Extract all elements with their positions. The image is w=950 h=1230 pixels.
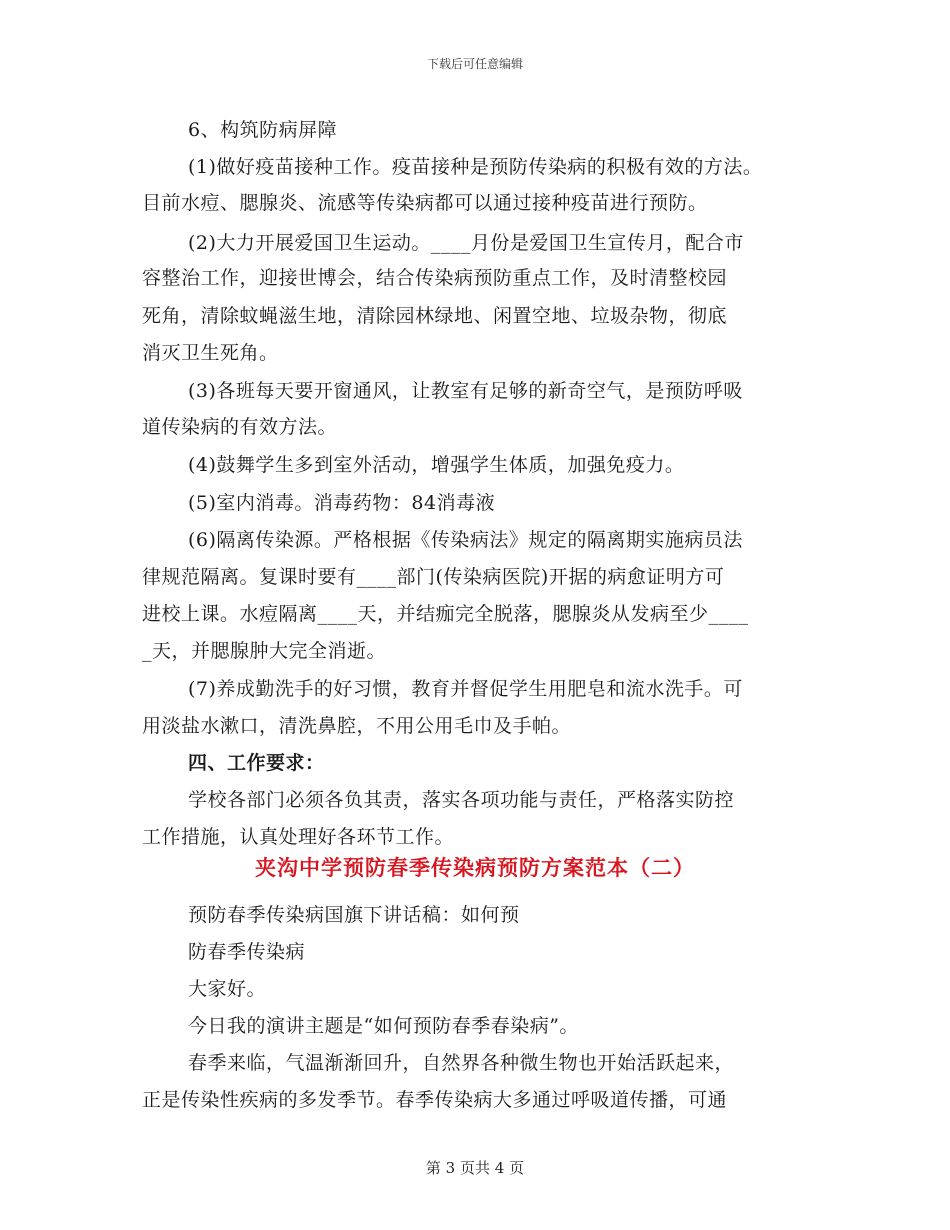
paragraph-line: _天，并腮腺肿大完全消逝。 xyxy=(142,640,387,662)
paragraph-line: (1)做好疫苗接种工作。疫苗接种是预防传染病的积极有效的方法。 xyxy=(188,156,763,178)
paragraph-line: (2)大力开展爱国卫生运动。____月份是爱国卫生宣传月，配合市 xyxy=(188,232,744,254)
paragraph-line: 目前水痘、腮腺炎、流感等传染病都可以通过接种疫苗进行预防。 xyxy=(142,192,708,214)
paragraph-line: 死角，清除蚊蝇滋生地，清除园林绿地、闲置空地、垃圾杂物，彻底 xyxy=(142,305,728,327)
paragraph-line: (4)鼓舞学生多到室外活动，增强学生体质，加强免疫力。 xyxy=(188,454,685,476)
paragraph-line: 进校上课。水痘隔离____天，并结痂完全脱落，腮腺炎从发病至少____ xyxy=(142,603,749,625)
paragraph-line: 正是传染性疾病的多发季节。春季传染病大多通过呼吸道传播，可通 xyxy=(142,1089,728,1111)
page-header: 下载后可任意编辑 xyxy=(426,57,523,71)
page-footer: 第 3 页共 4 页 xyxy=(425,1159,525,1177)
paragraph-line: 学校各部门必须各负其责，落实各项功能与责任，严格落实防控 xyxy=(188,789,735,811)
paragraph-line: (6)隔离传染源。严格根据《传染病法》规定的隔离期实施病员法 xyxy=(188,529,743,551)
paragraph-line: 今日我的演讲主题是“如何预防春季春染病”。 xyxy=(188,1015,579,1037)
paragraph-line: 预防春季传染病国旗下讲话稿：如何预 xyxy=(188,904,520,926)
paragraph-line: (5)室内消毒。消毒药物：84消毒液 xyxy=(188,492,496,514)
paragraph-line: 工作措施，认真处理好各环节工作。 xyxy=(142,826,455,848)
paragraph-line: 律规范隔离。复课时要有____部门(传染病医院)开据的病愈证明方可 xyxy=(142,566,725,588)
section-heading: 四、工作要求： xyxy=(188,752,325,774)
paragraph-line: 道传染病的有效方法。 xyxy=(142,416,338,438)
paragraph-line: 用淡盐水漱口，清洗鼻腔，不用公用毛巾及手帕。 xyxy=(142,715,572,737)
paragraph-line: 容整治工作，迎接世博会，结合传染病预防重点工作，及时清整校园 xyxy=(142,267,728,289)
paragraph-line: (7)养成勤洗手的好习惯，教育并督促学生用肥皂和流水洗手。可 xyxy=(188,678,743,700)
document-title: 夹沟中学预防春季传染病预防方案范本（二） xyxy=(255,856,695,880)
paragraph-line: (3)各班每天要开窗通风，让教室有足够的新奇空气，是预防呼吸 xyxy=(188,380,743,402)
paragraph-line: 春季来临，气温渐渐回升，自然界各种微生物也开始活跃起来， xyxy=(188,1052,735,1074)
paragraph-line: 大家好。 xyxy=(188,978,267,1000)
paragraph-line: 消灭卫生死角。 xyxy=(142,342,279,364)
paragraph-line: 6、构筑防病屏障 xyxy=(188,119,338,141)
paragraph-line: 防春季传染病 xyxy=(188,941,306,963)
